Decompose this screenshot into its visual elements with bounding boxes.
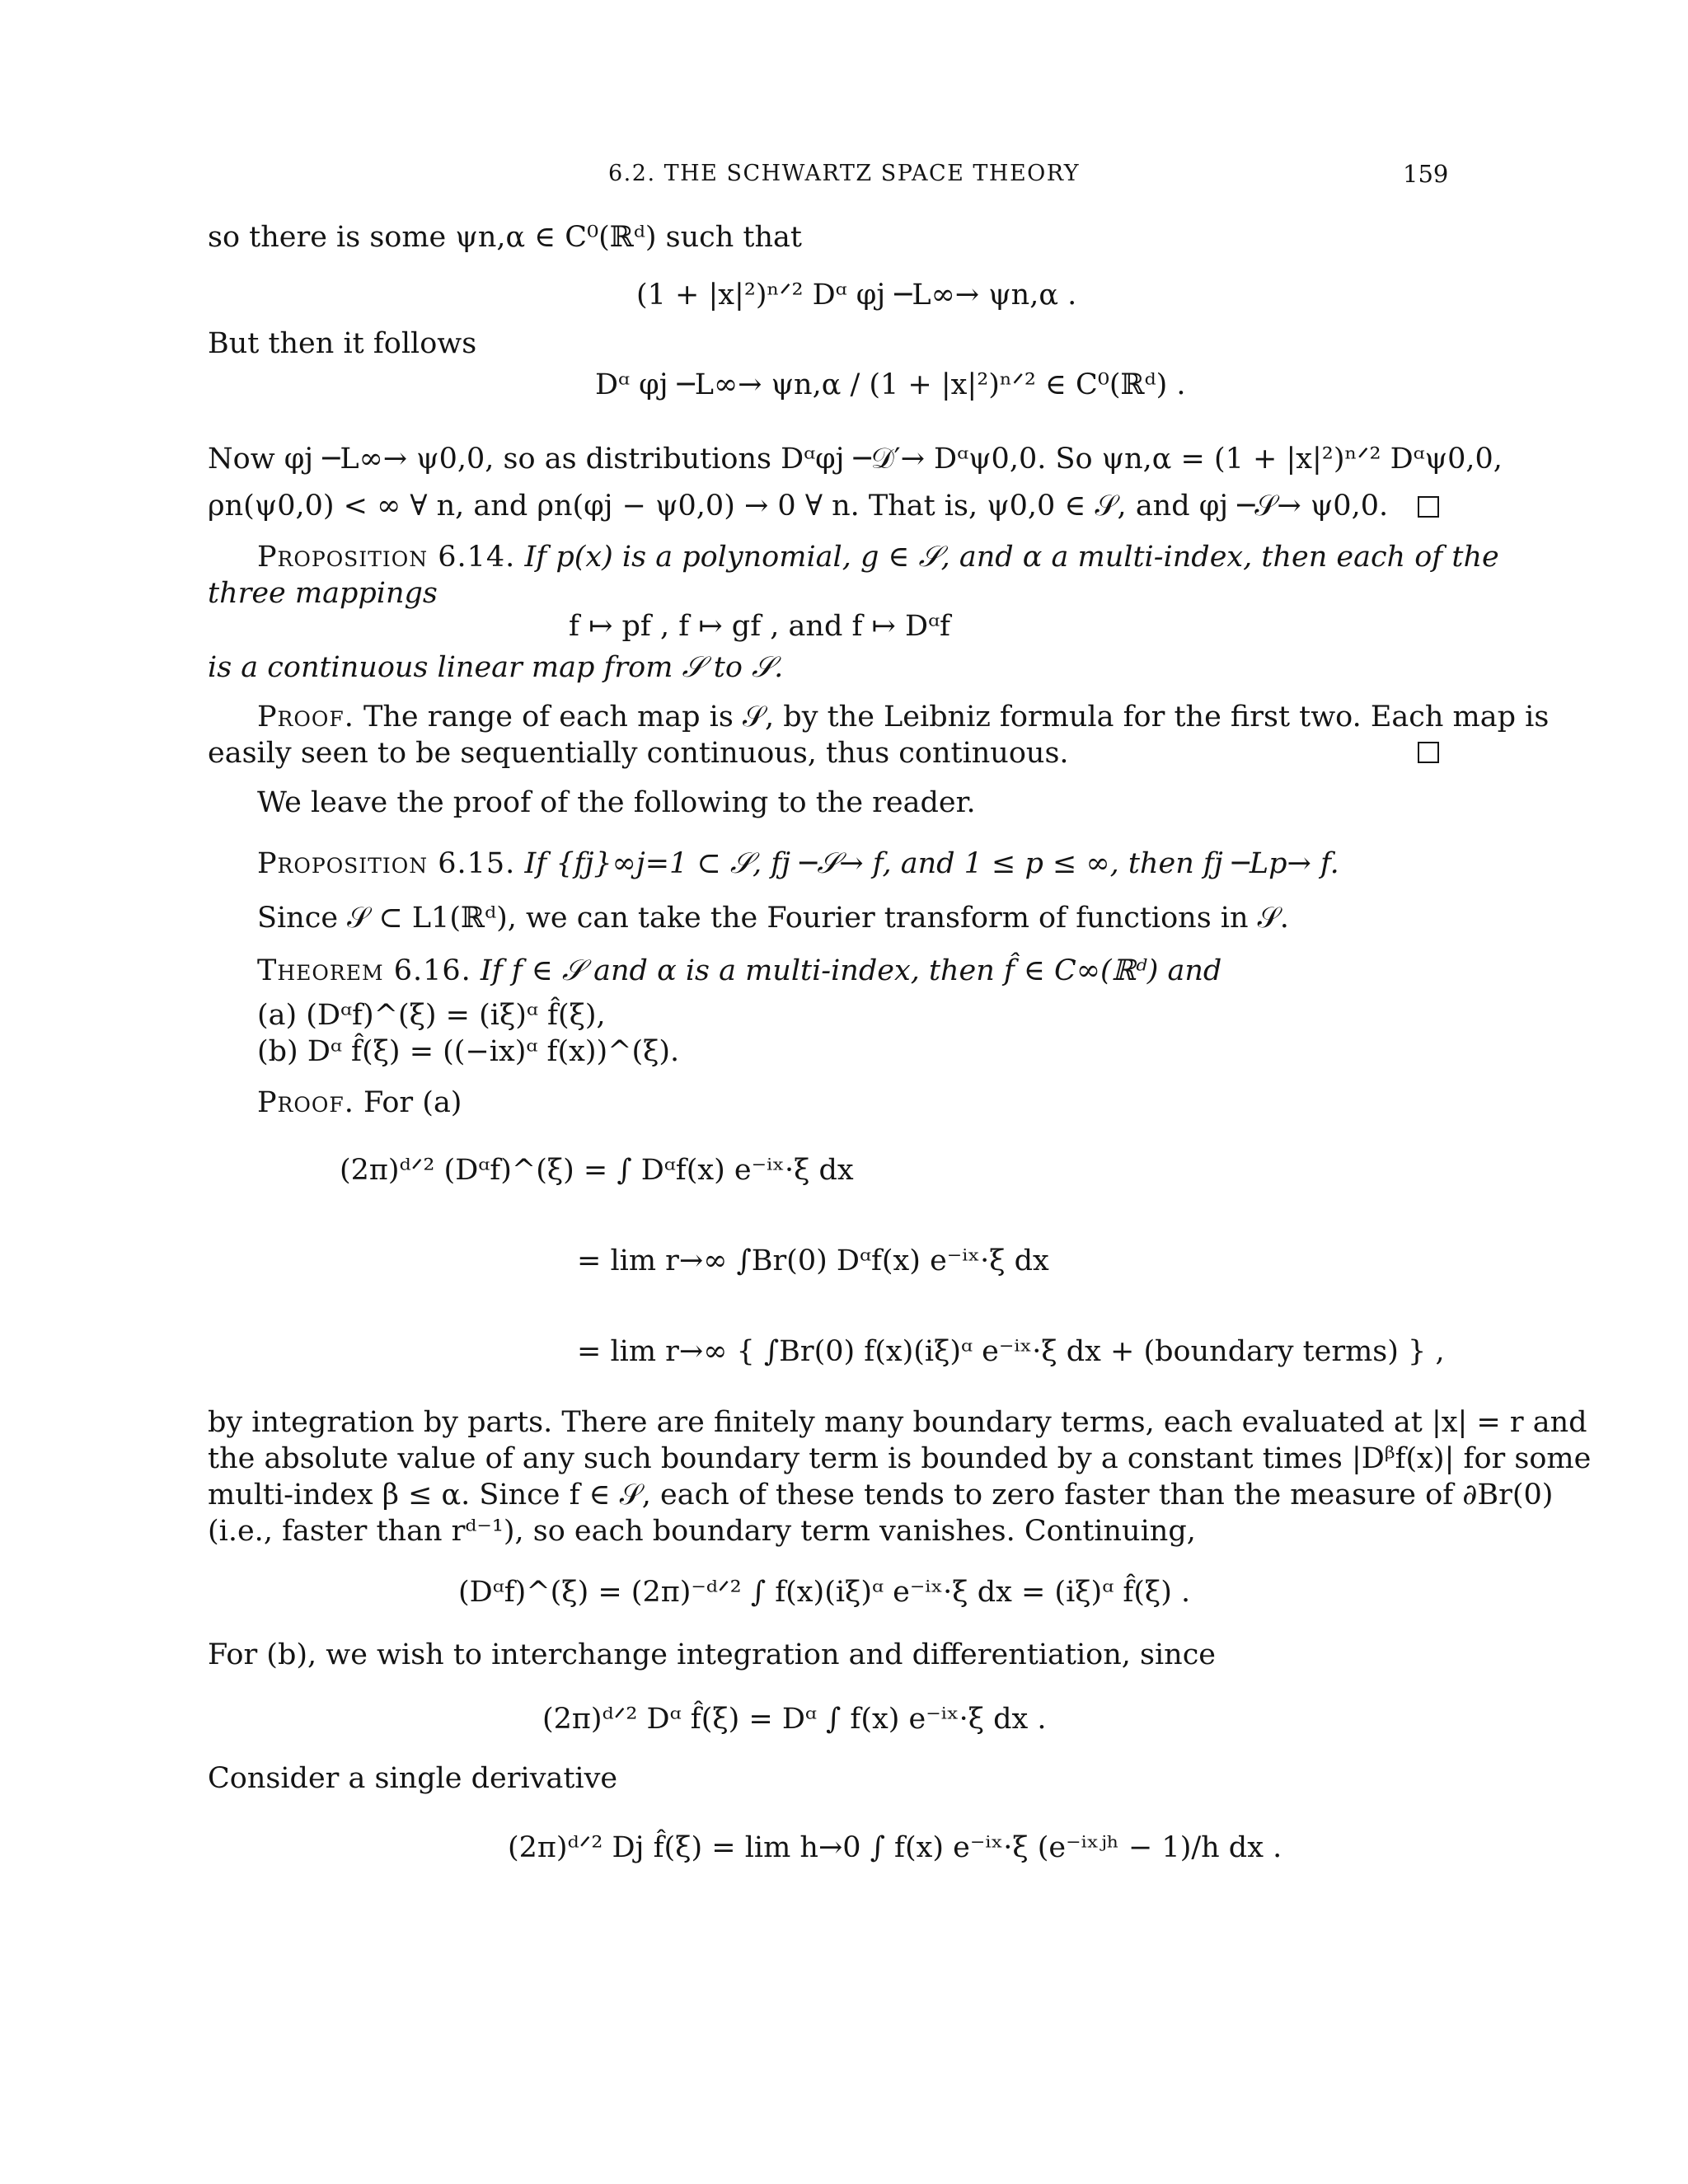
text-for-b: For (b), we wish to interchange integration and differentiation, since — [208, 1638, 1217, 1671]
prop-6-14-label: Proposition 6.14. — [257, 541, 516, 574]
text-line-3: Now φj ─L∞→ ψ0,0, so as distributions Dᵅφj ─𝒟′→ Dᵅψ0,0. So ψn,α = (1 + |x|²)ⁿᐟ² Dᵅψ0,0, — [208, 443, 1503, 476]
text-consider: Consider a single derivative — [208, 1762, 618, 1795]
prop-6-15 — [257, 846, 1339, 882]
para-line-2: the absolute value of any such boundary term is bounded by a constant times |Dᵝf(x)| for some — [208, 1442, 1592, 1475]
prop-6-14 — [257, 539, 1499, 575]
para-line-4: (i.e., faster than rᵈ⁻¹), so each boundary term vanishes. Continuing, — [208, 1515, 1196, 1548]
equation-7: (2π)ᵈᐟ² Dj f̂(ξ) = lim h→0 ∫ f(x) e⁻ⁱˣ·ξ (e⁻ⁱˣʲʰ − 1)/h dx . — [508, 1831, 1282, 1864]
page-number: 159 — [1403, 160, 1449, 188]
text-line-4: ρn(ψ0,0) < ∞ ∀ n, and ρn(φj − ψ0,0) → 0 ∀ n. That is, ψ0,0 ∈ 𝒮, and φj ─𝒮→ ψ0,0. — [208, 490, 1389, 523]
proof-6-16-a — [257, 1085, 462, 1121]
prop-6-14-text-c: is a continuous linear map from 𝒮 to 𝒮. — [208, 651, 784, 684]
thm-6-16-text: If f ∈ 𝒮 and α is a multi-index, then f̂ ∈ C∞(ℝᵈ) and — [480, 954, 1222, 987]
equation-4b: = lim r→∞ ∫Br(0) Dᵅf(x) e⁻ⁱˣ·ξ dx — [577, 1244, 1049, 1277]
qed-box-1 — [1418, 496, 1439, 518]
proof-6-14-text-a: The range of each map is 𝒮, by the Leibniz formula for the first two. Each map is — [363, 701, 1550, 733]
text-since: Since 𝒮 ⊂ L1(ℝᵈ), we can take the Fourier transform of functions in 𝒮. — [257, 902, 1289, 935]
thm-item-a: (a) (Dᵅf)^(ξ) = (iξ)ᵅ f̂(ξ), — [257, 999, 606, 1032]
equation-1: (1 + |x|²)ⁿᐟ² Dᵅ φj ─L∞→ ψn,α . — [636, 279, 1077, 312]
text-line-2: But then it follows — [208, 327, 477, 360]
running-title: 6.2. THE SCHWARTZ SPACE THEORY — [608, 161, 1081, 186]
equation-3: f ↦ pf , f ↦ gf , and f ↦ Dᵅf — [569, 610, 951, 643]
thm-item-b: (b) Dᵅ f̂(ξ) = ((−ix)ᵅ f(x))^(ξ). — [257, 1035, 680, 1068]
equation-4c: = lim r→∞ { ∫Br(0) f(x)(iξ)ᵅ e⁻ⁱˣ·ξ dx + (boundary terms) } , — [577, 1335, 1445, 1368]
text-line-1: so there is some ψn,α ∈ C⁰(ℝᵈ) such that — [208, 221, 802, 254]
equation-2: Dᵅ φj ─L∞→ ψn,α / (1 + |x|²)ⁿᐟ² ∈ C⁰(ℝᵈ) . — [595, 368, 1186, 401]
proof-label-2: Proof. — [257, 1086, 354, 1119]
proof-6-14-a — [257, 699, 1549, 735]
prop-6-14-text-b: three mappings — [208, 577, 438, 610]
para-line-3: multi-index β ≤ α. Since f ∈ 𝒮, each of these tends to zero faster than the measure of ∂Br(0) — [208, 1479, 1554, 1511]
equation-5: (Dᵅf)^(ξ) = (2π)⁻ᵈᐟ² ∫ f(x)(iξ)ᵅ e⁻ⁱˣ·ξ dx = (iξ)ᵅ f̂(ξ) . — [458, 1576, 1191, 1609]
prop-6-14-text-a: If p(x) is a polynomial, g ∈ 𝒮, and α a multi-index, then each of the — [524, 541, 1499, 574]
prop-6-15-label: Proposition 6.15. — [257, 847, 516, 880]
proof-6-14-text-b: easily seen to be sequentially continuous, thus continuous. — [208, 737, 1069, 770]
proof-for-a: For (a) — [363, 1086, 462, 1119]
proof-label-1: Proof. — [257, 701, 354, 733]
prop-6-15-text: If {fj}∞j=1 ⊂ 𝒮, fj ─𝒮→ f, and 1 ≤ p ≤ ∞, then fj ─Lp→ f. — [524, 847, 1339, 880]
text-leave: We leave the proof of the following to the reader. — [257, 786, 976, 819]
para-line-1: by integration by parts. There are finitely many boundary terms, each evaluated at |x| = r and — [208, 1406, 1587, 1439]
equation-6: (2π)ᵈᐟ² Dᵅ f̂(ξ) = Dᵅ ∫ f(x) e⁻ⁱˣ·ξ dx . — [542, 1703, 1047, 1736]
qed-box-2 — [1418, 742, 1439, 763]
equation-4a: (2π)ᵈᐟ² (Dᵅf)^(ξ) = ∫ Dᵅf(x) e⁻ⁱˣ·ξ dx — [340, 1154, 854, 1187]
thm-6-16 — [257, 953, 1221, 989]
thm-6-16-label: Theorem 6.16. — [257, 954, 471, 987]
